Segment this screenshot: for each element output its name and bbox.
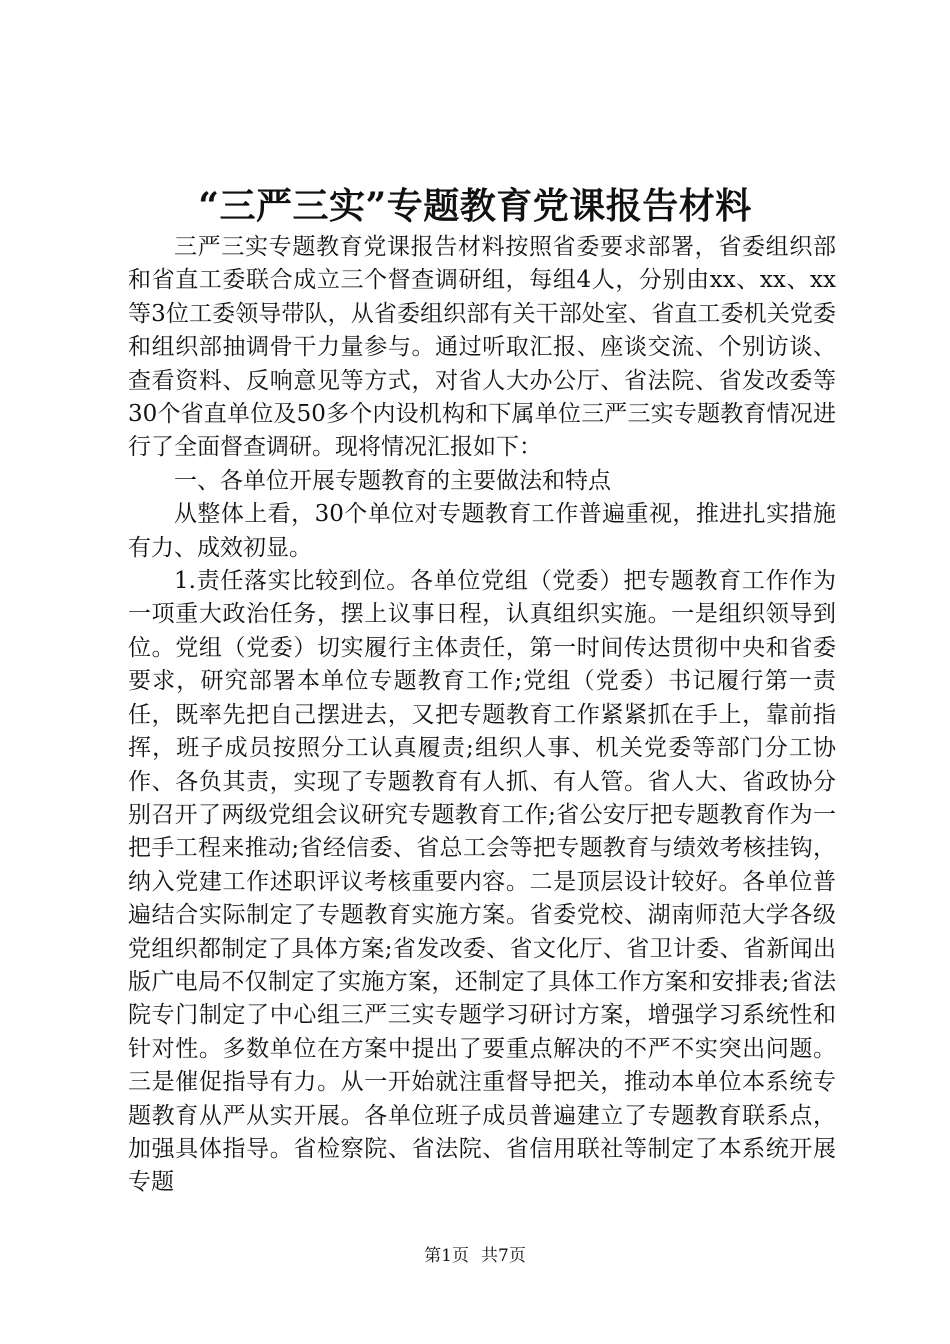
paragraph-intro: 三严三实专题教育党课报告材料按照省委要求部署，省委组织部和省直工委联合成立三个督查调研组，每组4人，分别由xx、xx、xx等3位工委领导带队，从省委组织部有关干部处室、省直工委机关党委和组织部抽调骨干力量参与。通过听取汇报、座谈交流、个别访谈、查看资料、反响意见等方式，对省人大办公厅、省法院、省发改委等30个省直单位及50多个内设机构和下属单位三严三实专题教育情况进行了全面督查调研。现将情况汇报如下： bbox=[128, 234, 836, 461]
paragraph-overview: 从整体上看，30个单位对专题教育工作普遍重视，推进扎实措施有力、成效初显。 bbox=[128, 501, 836, 561]
paragraph-responsibility: 1.责任落实比较到位。各单位党组（党委）把专题教育工作作为一项重大政治任务，摆上议事日程，认真组织实施。一是组织领导到位。党组（党委）切实履行主体责任，第一时间传达贯彻中央和省委要求，研究部署本单位专题教育工作;党组（党委）书记履行第一责任，既率先把自己摆进去，又把专题教育工作紧紧抓在手上，靠前指挥，班子成员按照分工认真履责;组织人事、机关党委等部门分工协作、各负其责，实现了专题教育有人抓、有人管。省人大、省政协分别召开了两级党组会议研究专题教育工作;省公安厅把专题教育作为一把手工程来推动;省经信委、省总工会等把专题教育与绩效考核挂钩，纳入党建工作述职评议考核重要内容。二是顶层设计较好。各单位普遍结合实际制定了专题教育实施方案。省委党校、湖南师范大学各级党组织都制定了具体方案;省发改委、省文化厅、省卫计委、省新闻出版广电局不仅制定了实施方案，还制定了具体工作方案和安排表;省法院专门制定了中心组三严三实专题学习研讨方案，增强学习系统性和针对性。多数单位在方案中提出了要重点解决的不严不实突出问题。三是催促指导有力。从一开始就注重督导把关，推动本单位本系统专题教育从严从实开展。各单位班子成员普遍建立了专题教育联系点，加强具体指导。省检察院、省法院、省信用联社等制定了本系统开展专题 bbox=[128, 568, 836, 1196]
page-total: 共7页 bbox=[481, 1246, 526, 1266]
document-title: “三严三实”专题教育党课报告材料 bbox=[198, 185, 752, 227]
document-body bbox=[128, 231, 836, 1200]
page-number: 第1页 bbox=[424, 1246, 469, 1266]
section-heading: 一、各单位开展专题教育的主要做法和特点 bbox=[174, 467, 611, 494]
page-footer bbox=[0, 1244, 950, 1268]
